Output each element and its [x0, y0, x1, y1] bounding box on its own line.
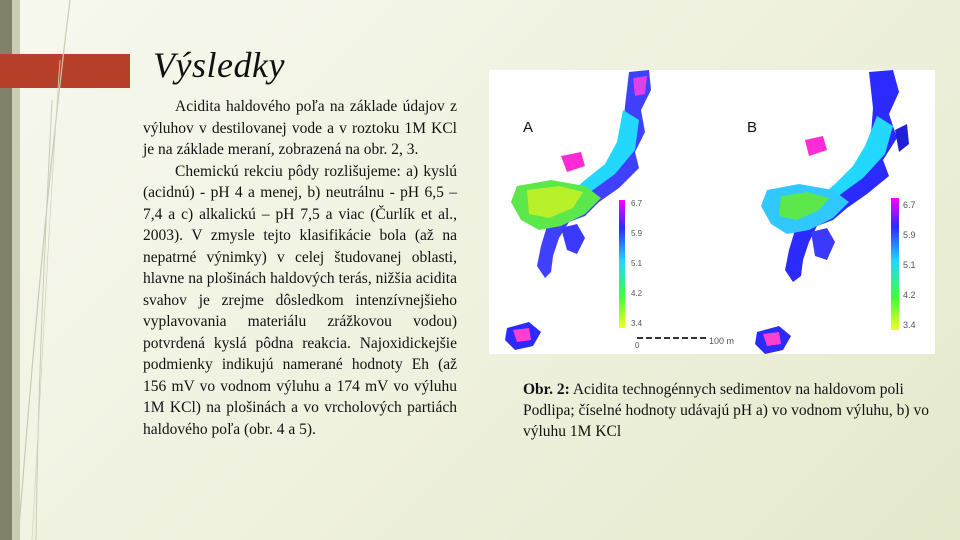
- scale-a-tick: 5.9: [631, 229, 643, 238]
- scale-bar-start-label: 0: [635, 341, 640, 350]
- figure-caption: [523, 379, 933, 442]
- caption-text: Acidita technogénnych sedimentov na haldovom poli Podlipa; číselné hodnoty udávajú pH a) vo vodnom výluhu, b) vo výluhu 1M KCl: [523, 381, 929, 440]
- color-scale-b: [891, 198, 916, 330]
- scale-b-tick: 4.2: [903, 290, 916, 300]
- scale-a-tick: 4.2: [631, 289, 643, 298]
- scale-b-tick: 6.7: [903, 200, 916, 210]
- paragraph-acidity: Acidita haldového poľa na základe údajov z výluhov v destilovanej vode a v roztoku 1M KCl je na základe meraní, zobrazená na obr. 2, 3.: [143, 98, 457, 158]
- scale-a-tick: 3.4: [631, 319, 643, 328]
- scale-a-tick: 5.1: [631, 259, 643, 268]
- color-scale-a: [619, 199, 643, 328]
- distance-scale-bar: [635, 336, 734, 350]
- scale-a-tick: 6.7: [631, 199, 643, 208]
- body-text: [143, 96, 457, 440]
- scale-b-tick: 3.4: [903, 320, 916, 330]
- panel-a-label: A: [523, 119, 534, 136]
- map-panel-a: [505, 70, 651, 350]
- scale-b-tick: 5.1: [903, 260, 916, 270]
- paragraph-reaction: Chemickú rekciu pôdy rozlišujeme: a) kyslú (acidnú) - pH 4 a menej, b) neutrálnu - pH 6,5 – 7,4 a c) alkalickú – pH 7,5 a viac (Čurlík et al., 2003). V zmysle tejto klasifikácie bola (až na nepatrné výnimky) v celej študovanej oblasti, hlavne na plošinách haldových terás, nižšia acidita svahov je zrejme dôsledkom intenzívnejšieho vyplavovania materiálu zrážkovou vodou) potvrdená kyslá pôdna reakcia. Najoxidickejšie podmienky indikujú namerané hodnoty Eh (až 156 mV vo vodnom výluhu a 174 mV vo výluhu 1M KCl) na plošinách a vo vrcholových partiách haldového poľa (obr. 4 a 5).: [143, 162, 457, 438]
- scale-b-tick: 5.9: [903, 230, 916, 240]
- caption-label: Obr. 2:: [523, 381, 570, 398]
- ph-maps-image: [489, 70, 935, 354]
- map-panel-b: [747, 70, 909, 354]
- scale-bar-end-label: 100 m: [709, 336, 735, 346]
- decorative-sketch-lines: [0, 0, 120, 540]
- slide-title: Výsledky: [153, 45, 285, 85]
- panel-b-label: B: [747, 119, 758, 136]
- figure-ph-maps: [489, 70, 935, 354]
